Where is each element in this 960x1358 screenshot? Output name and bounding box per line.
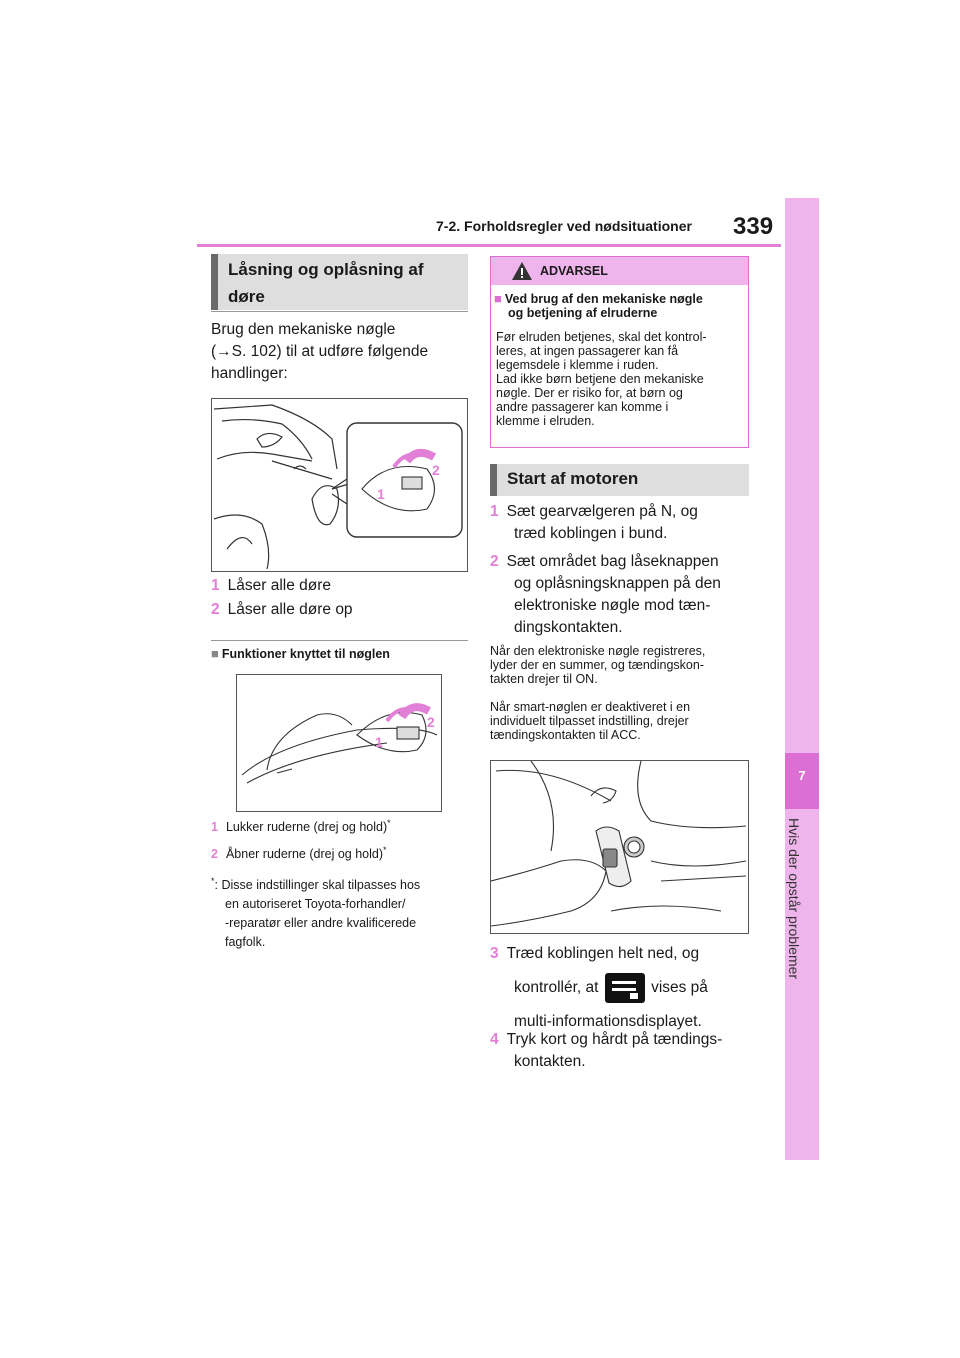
list-number: 1 <box>211 577 220 594</box>
step-text: Sæt gearvælgeren på N, og <box>506 503 698 520</box>
note-line: Når smart-nøglen er deaktiveret i en <box>490 700 691 714</box>
warning-body-line: Lad ikke børn betjene den mekaniske <box>496 372 704 386</box>
warning-body-line: nøgle. Der er risiko for, at børn og <box>496 386 683 400</box>
step-text: Sæt området bag låseknappen <box>506 553 719 570</box>
note-line: tændingskontakten til ACC. <box>490 728 641 742</box>
step-number: 1 <box>490 503 499 520</box>
note-line: lyder der en summer, og tændingskon- <box>490 658 704 672</box>
warning-heading <box>494 292 744 320</box>
list-number: 1 <box>211 820 218 835</box>
chapter-side-tab <box>785 198 819 1160</box>
step-number: 3 <box>490 945 499 962</box>
intro-paragraph <box>211 319 468 385</box>
list-text: Åbner ruderne (drej og hold) <box>225 847 383 862</box>
warning-body-line: Før elruden betjenes, skal det kontrol- <box>496 330 707 344</box>
step-text: multi-informationsdisplayet. <box>514 1013 702 1030</box>
window-list-item-2 <box>211 845 387 861</box>
note-2 <box>490 700 750 742</box>
note-line: takten drejer til ON. <box>490 672 598 686</box>
footnote <box>211 872 471 952</box>
figure-door-handle-key <box>236 674 442 812</box>
step-4 <box>490 1029 750 1073</box>
list-number: 2 <box>211 601 220 618</box>
clutch-indicator-icon <box>605 973 645 1003</box>
subheading-text: Funktioner knyttet til nøglen <box>221 647 390 661</box>
footnote-marker: * <box>211 876 215 886</box>
header-section-title: 7-2. Forholdsregler ved nødsituationer <box>436 218 692 234</box>
note-line: individuelt tilpasset indstilling, drejer <box>490 714 689 728</box>
subheading-key-functions <box>211 646 390 661</box>
warning-body-line: andre passagerer kan komme i <box>496 400 669 414</box>
header-rule <box>197 244 781 247</box>
lock-list-item-1 <box>211 575 331 597</box>
step-text: og oplåsningsknappen på den <box>514 575 721 592</box>
step-3 <box>490 943 750 1033</box>
page-number: 339 <box>733 213 774 240</box>
lock-list-item-2 <box>211 599 353 621</box>
list-number: 2 <box>211 847 218 862</box>
warning-body-line: legemsdele i klemme i ruden. <box>496 358 659 372</box>
note-line: Når den elektroniske nøgle registreres, <box>490 644 706 658</box>
section-title-underline <box>211 311 468 312</box>
step-2 <box>490 551 750 639</box>
step-number: 2 <box>490 553 499 570</box>
step-text: Tryk kort og hårdt på tændings- <box>506 1031 723 1048</box>
window-list-item-1 <box>211 818 391 834</box>
section-title-locking <box>211 254 468 310</box>
figure2-label-1: 1 <box>375 734 383 750</box>
section-title-line-1: Låsning og oplåsning af <box>228 260 424 279</box>
section-title-line-2: døre <box>228 287 265 306</box>
figure2-label-2: 2 <box>427 714 435 730</box>
footnote-ref: * <box>387 818 391 828</box>
footnote-line-4: fagfolk. <box>225 935 266 950</box>
footnote-line-1: : Disse indstillinger skal tilpasses hos <box>214 878 421 893</box>
step-number: 4 <box>490 1031 499 1048</box>
intro-line-3: handlinger: <box>211 365 288 382</box>
step-text: Træd koblingen helt ned, og <box>506 945 700 962</box>
warning-body-line: klemme i elruden. <box>496 414 595 428</box>
intro-line-2: (→S. 102) til at udføre følgende <box>211 343 429 360</box>
step-text: kontrollér, at <box>514 979 599 997</box>
footnote-line-2: en autoriseret Toyota-forhandler/ <box>225 897 406 912</box>
warning-triangle-icon <box>511 261 533 281</box>
ignition-illustration <box>491 761 748 933</box>
section-title-start-engine: Start af motoren <box>490 464 749 496</box>
warning-body-line: leres, at ingen passagerer kan få <box>496 344 679 358</box>
step-text: vises på <box>651 979 708 997</box>
door-handle-illustration <box>237 675 441 811</box>
car-door-illustration <box>212 399 467 571</box>
figure-car-door-key <box>211 398 468 572</box>
chapter-number: 7 <box>798 768 806 783</box>
step-text: elektroniske nøgle mod tæn- <box>514 597 711 614</box>
list-text: Lukker ruderne (drej og hold) <box>225 820 388 835</box>
step-text: træd koblingen i bund. <box>514 525 668 542</box>
figure1-label-1: 1 <box>377 486 385 502</box>
warning-heading-line-2: og betjening af elruderne <box>508 306 658 320</box>
warning-body <box>496 330 746 428</box>
figure1-label-2: 2 <box>432 462 440 478</box>
square-bullet-icon: ■ <box>211 646 219 661</box>
list-text: Låser alle døre op <box>227 601 353 618</box>
square-bullet-icon: ■ <box>494 291 502 306</box>
warning-heading-line-1: Ved brug af den mekaniske nøgle <box>504 292 703 306</box>
figure-key-at-ignition <box>490 760 749 934</box>
warning-title: ADVARSEL <box>540 264 608 278</box>
list-text: Låser alle døre <box>227 577 332 594</box>
step-1 <box>490 501 750 545</box>
step-text: dingskontakten. <box>514 619 623 636</box>
step-text: kontakten. <box>514 1053 586 1070</box>
footnote-line-3: -reparatør eller andre kvalificerede <box>225 916 417 931</box>
note-1 <box>490 644 750 686</box>
subheading-rule <box>211 640 468 641</box>
footnote-ref: * <box>383 845 387 855</box>
intro-line-1: Brug den mekaniske nøgle <box>211 321 396 338</box>
chapter-title: Hvis der opstår problemer <box>786 818 802 980</box>
